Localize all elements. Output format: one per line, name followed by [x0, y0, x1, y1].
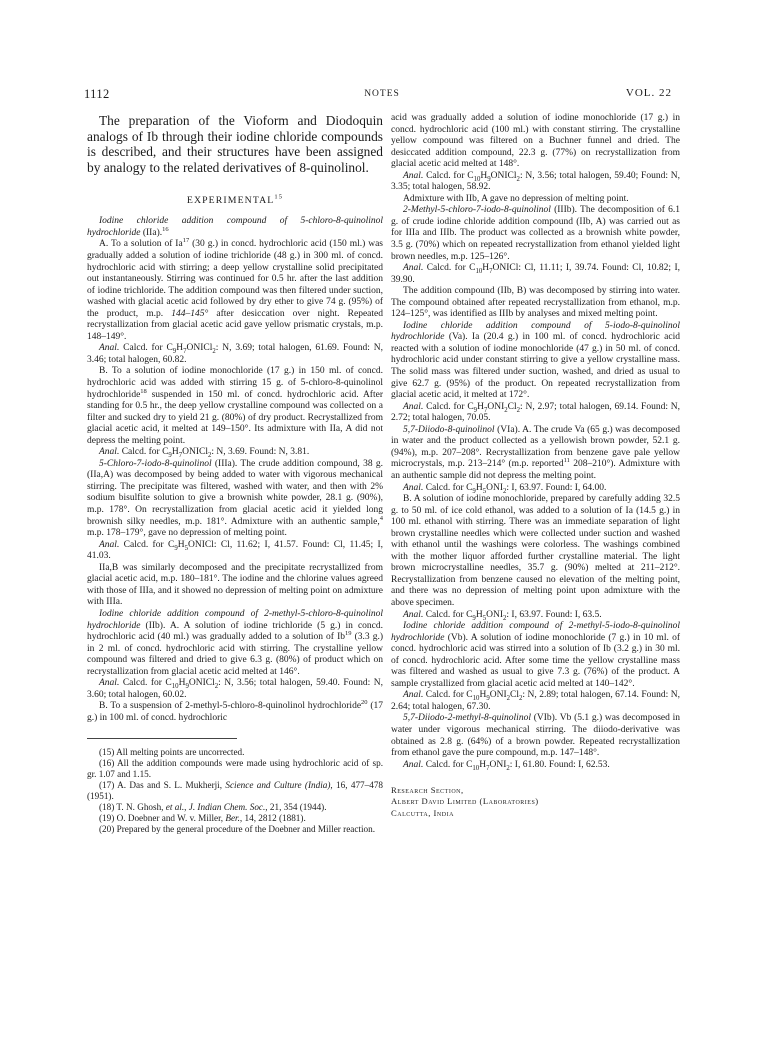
paragraph-iib-b: B. To a suspension of 2-methyl-5-chloro-8-quinolinol hydrochloride$^{20}$ (17 g.) in 100 ml. of concd. hydrochloric: [87, 699, 383, 723]
analysis-8: Anal. Calcd. for $C_9H_5ONI_2$: I, 63.97. Found: I, 64.00.: [403, 482, 607, 495]
paragraph-iia-a: A. To a solution of Ia$^{17}$ (30 g.) in concd. hydrochloric acid (150 ml.) was gradually added a solution of iodine trichloride (48 g.) in 300 ml. of concd. hydrochloric acid with stirring; a deep yellow crystalline solid precipitated out instantaneously. Stirring was continued for 0.5 hr. after the last addition of iodine trichloride. The addition compound was then filtered under suction, washed with glacial acetic acid followed by dry ether to give 74 g. (95%) of the product, m.p. 144–145° after desiccation over night. Repeated recrystallization from glacial acetic acid gave yellow prismatic crystals, m.p. 148–149°.: [87, 237, 383, 342]
paragraph-iib-b-cont: acid was gradually added a solution of iodine monochloride (17 g.) in concd. hydrochloric acid (100 ml.) with constant stirring. The crystalline yellow compound was filtered on a Buchner funnel and dried. The desiccated addition compound, 22.3 g. (77%) on recrystallization from glacial acetic acid melted at 148°.: [391, 113, 680, 170]
analysis-7: Anal. Calcd. for $C_9H_7ONI_2Cl_2$: N, 2.97; total halogen, 69.14. Found: N, 2.72; total halogen, 70.05.: [391, 401, 680, 424]
paragraph-iib-a: Iodine chloride addition compound of 2-methyl-5-chloro-8-quinolinol hydrochloride (IIb). A. A solution of iodine trichloride (5 g.) in concd. hydrochloric acid (40 ml.) was gradually added to a solution of Ib$^{19}$ (3.3 g.) in 2 ml. of concd. hydrochloric acid with stirring. The crystalline yellow compound was filtered and dried to give 6.3 g. (80%) of product which on recrystallization from glacial acetic acid melted at 146°.: [87, 608, 383, 677]
paragraph-iiia: 5-Chloro-7-iodo-8-quinolinol (IIIa). The crude addition compound, 38 g. (IIa,A) was decomposed by being added to water with vigorous mechanical stirring. The precipitate was filtered, washed with water, and then with 2% sodium bisulfite solution to give a brownish white powder, 28.1 g. (90%), m.p. 178°. On recrystallization from glacial acetic acid it yielded long brownish silky needles, m.p. 181°. Admixture with an authentic sample,$^4$ m.p. 178–179°, gave no depression of melting point.: [87, 458, 383, 539]
affiliation-line-2: Albert David Limited (Laboratories): [391, 796, 539, 807]
paragraph-vib: 5,7-Diiodo-2-methyl-8-quinolinol (VIb). Vb (5.1 g.) was decomposed in water under vigorous mechanical stirring. The diiodo-derivative was obtained as 2.8 g. (64%) of a brown powder. Repeated recrystallization from ethanol gave the pure compound, m.p. 147–148°.: [391, 713, 680, 759]
affiliation-line-3: Calcutta, India: [391, 807, 454, 818]
analysis-10: Anal. Calcd. for $C_{10}H_9ONI_2Cl_2$: N, 2.89; total halogen, 67.14. Found: N, 2.64; total halogen, 67.30.: [391, 690, 680, 712]
experimental-heading: EXPERIMENTAL$^{15}$: [186, 193, 284, 206]
analysis-4: Anal. Calcd. for $C_{10}H_9ONICl_2$: N, 3.56; total halogen, 59.40. Found: N, 3.60; total halogen, 60.02.: [87, 678, 383, 700]
analysis-1: Anal. Calcd. for $C_9H_7ONICl_2$: N, 3.69; total halogen, 61.69. Found: N, 3.46; total halogen, 60.82.: [87, 343, 383, 365]
footnote-17: (17) A. Das and S. L. Mukherji, Science and Culture (India), 16, 477–478 (1951).: [87, 780, 384, 802]
affiliation-line-1: Research Section,: [391, 785, 464, 796]
analysis-11: Anal. Calcd. for $C_{10}H_7ONI_2$: I, 61.80. Found: I, 62.53.: [403, 759, 610, 772]
footnote-18: (18) T. N. Ghosh, et al., J. Indian Chem. Soc., 21, 354 (1944).: [99, 802, 327, 813]
footnote-16: (16) All the addition compounds were made using hydrochloric acid of sp. gr. 1.07 and 1.15.: [87, 758, 383, 780]
paragraph-iia-b-decomp: IIa,B was similarly decomposed and the precipitate recrystallized from glacial acetic acid, m.p. 180–181°. The iodine and the chlorine values agreed with those of IIIa, and it showed no depression of melting point on admixture with IIIa.: [87, 562, 383, 608]
right-column: [391, 113, 680, 819]
paragraph-via-b: B. A solution of iodine monochloride, prepared by carefully adding 32.5 g. to 50 ml. of ice cold ethanol, was added to a solution of Ia (14.5 g.) in 100 ml. ethanol with stirring. There was an immediate separation of light brown crystalline needles which were collected under suction and washed with ethanol until the washings were colorless. The washings combined with the mother liquor afforded further crystalline material. The light brown microcrystalline needles, 35.7 g. (90%) melted at 211–212°. Recrystallization from benzene caused no elevation of the melting point, and there was no depression of melting point upon admixture with the above specimen.: [391, 494, 680, 608]
analysis-5: Anal. Calcd. for $C_{10}H_9ONICl_2$: N, 3.56; total halogen, 59.40; Found: N, 3.35; total halogen, 58.92.: [391, 170, 680, 193]
author-affiliation: [391, 785, 680, 819]
volume-label: VOL. 22: [625, 87, 672, 99]
footnote-15: (15) All melting points are uncorrected.: [99, 747, 245, 758]
analysis-2: Anal. Calcd. for $C_9H_7ONICl_2$: N, 3.69. Found: N, 3.81.: [99, 447, 310, 460]
paragraph-va: Iodine chloride addition compound of 5-iodo-8-quinolinol hydrochloride (Va). Ia (20.4 g.) in 100 ml. of concd. hydrochloric acid reacted with a solution of iodine monochloride (47 g.) in 50 ml. of concd. hydrochloric acid under constant stirring to give a yellow crystalline mass. The solid mass was filtered under suction, washed, and dried as usual to give 62.7 g. (95%) of the product. On repeated recrystallization from glacial acetic acid, it melted at 172°.: [391, 320, 680, 401]
intro-paragraph: The preparation of the Vioform and Diodoquin analogs of Ib through their iodine chloride compounds is described, and their structures have been assigned by analogy to the related derivatives of 8-quinolinol.: [87, 113, 383, 176]
left-column: [87, 113, 383, 835]
analysis-3: Anal. Calcd. for $C_9H_5ONICl$: Cl, 11.62; I, 41.57. Found: Cl, 11.45; I, 41.03.: [87, 539, 384, 562]
analysis-9: Anal. Calcd. for $C_9H_5ONI_2$: I, 63.97. Found: I, 63.5.: [403, 609, 602, 622]
paragraph-iib-b-decomp: The addition compound (IIb, B) was decomposed by stirring into water. The compound obtained after repeated recrystallization from ethanol, m.p. 124–125°, was identified as IIIb by analyses and mixed melting point.: [391, 286, 680, 320]
paragraph-via-a: 5,7-Diiodo-8-quinolinol (VIa). A. The crude Va (65 g.) was decomposed in water and the product collected as a yellowish brown powder, 52.1 g. (94%), m.p. 207–208°. Recrystallization from benzene gave pale yellow microcrystals, m.p. 213–214° (m.p. reported$^{11}$ 208–210°). Admixture with an authentic sample did not depress the melting point.: [391, 424, 680, 481]
running-header: [0, 87, 764, 103]
analysis-6: Anal. Calcd. for $C_{10}H_7ONICl$: Cl, 11.11; I, 39.74. Found: Cl, 10.82; I, 39.90.: [391, 263, 680, 285]
paragraph-iiib: 2-Methyl-5-chloro-7-iodo-8-quinolinol (IIIb). The decomposition of 6.1 g. of crude iodine chloride addition compound (IIb, A) was carried out as for IIIa and IIIb. The product was collected as a brownish white powder, 3.5 g. (70%) which on repeated recrystallization from ethanol yielded light brown needles, m.p. 125–126°.: [391, 205, 680, 262]
paragraph-vb: Iodine chloride addition compound of 2-methyl-5-iodo-8-quinolinol hydrochloride (Vb). A solution of iodine monochloride (7 g.) in 10 ml. of concd. hydrochloric acid was stirred into a solution of Ib (3.2 g.) in 30 ml. of concd. hydrochloric acid. After some time the yellow crystalline mass was filtered and washed as usual to give 7.3 g. (76%) of the product. A sample crystallized from glacial acetic acid melted at 140–142°.: [391, 621, 680, 689]
paragraph-admixture: Admixture with IIb, A gave no depression of melting point.: [403, 193, 629, 204]
footnote-20: (20) Prepared by the general procedure of the Doebner and Miller reaction.: [99, 824, 376, 835]
page-number: 1112: [84, 87, 110, 101]
footnote-19: (19) O. Doebner and W. v. Miller, Ber., 14, 2812 (1881).: [99, 813, 306, 824]
paragraph-iia-b: B. To a solution of iodine monochloride (17 g.) in 150 ml. of concd. hydrochloric acid was added with stirring 15 g. of 5-chloro-8-quinolinol hydrochloride$^{18}$ suspended in 150 ml. of concd. hydrochloric acid. After standing for 0.5 hr., the deep yellow crystalline compound was collected on a filter and sucked dry to yield 21 g. (80%) of dry product. Recrystallized from glacial acetic acid, it melted at 149–150°. Its admixture with IIa, A did not depress the melting point.: [87, 366, 383, 446]
paragraph-iia-title: Iodine chloride addition compound of 5-chloro-8-quinolinol hydrochloride (IIa).$^{16}$: [87, 216, 383, 238]
footnote-rule: [87, 738, 237, 739]
section-title: NOTES: [364, 89, 400, 99]
